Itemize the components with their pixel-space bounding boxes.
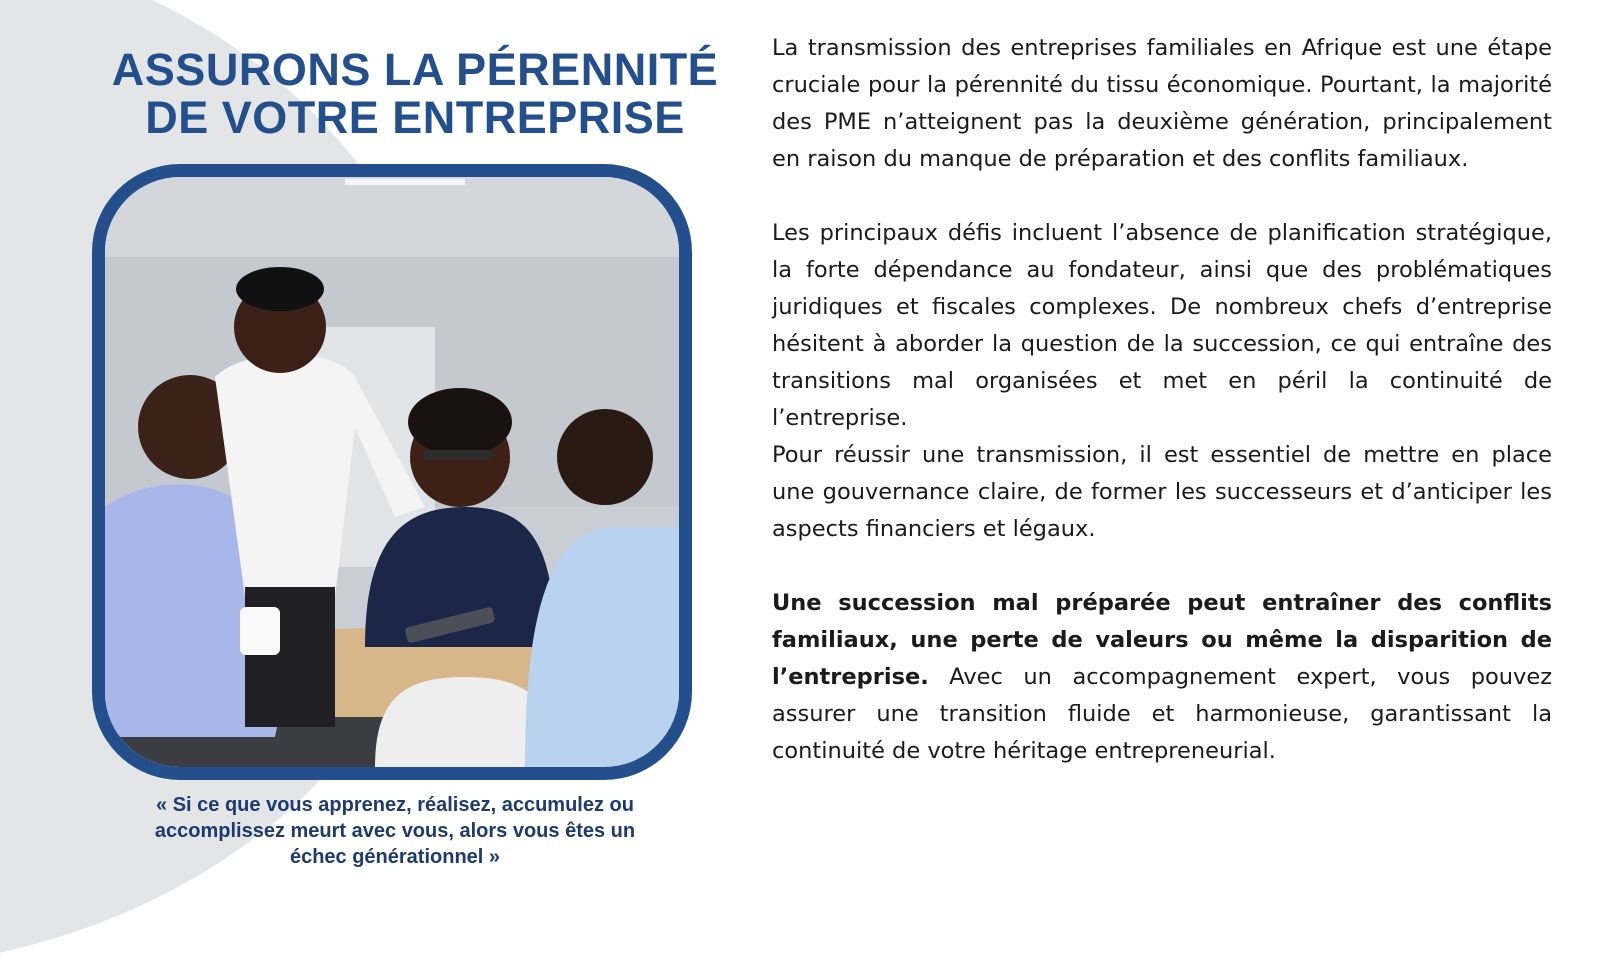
body-text	[772, 30, 1552, 770]
page-title-line-2: DE VOTRE ENTREPRISE	[145, 92, 685, 143]
photo-frame	[92, 164, 692, 780]
paragraph-3: Pour réussir une transmission, il est essentiel de mettre en place une gouvernance claire, de former les successeurs et d’anticiper les aspects financiers et légaux.	[772, 442, 1552, 542]
paragraph-spacer	[772, 548, 1552, 585]
team-meeting-illustration	[105, 177, 679, 767]
paragraph-2: Les principaux défis incluent l’absence de planification stratégique, la forte dépendance au fondateur, ainsi que des problématiques juridiques et fiscales complexes. De nombreux chefs d’entreprise hésitent à aborder la question de la succession, ce qui entraîne des transitions mal organisées et met en péril la continuité de l’entreprise.	[772, 220, 1552, 431]
quote	[110, 792, 680, 870]
page-title-line-1: ASSURONS LA PÉRENNITÉ	[111, 44, 719, 95]
paragraph-4-emphasis: Une succession mal préparée peut entraîner des conflits familiaux, une perte de valeurs ou même la disparition de l’entreprise.	[772, 590, 1552, 690]
paragraph-4-rest: Avec un accompagnement expert, vous pouvez assurer une transition fluide et harmonieuse, garantissant la continuité de votre héritage entrepreneurial.	[772, 664, 1552, 764]
quote-line-2: accomplissez meurt avec vous, alors vous êtes un	[154, 820, 636, 842]
paragraph-1: La transmission des entreprises familiales en Afrique est une étape cruciale pour la pérennité du tissu économique. Pourtant, la majorité des PME n’atteignent pas la deuxième génération, principalement en raison du manque de préparation et des conflits familiaux.	[772, 35, 1552, 172]
quote-line-3: échec générationnel »	[289, 846, 501, 868]
quote-line-1: « Si ce que vous apprenez, réalisez, accumulez ou	[156, 794, 634, 816]
page-title	[90, 46, 740, 142]
paragraph-4	[772, 585, 1552, 770]
team-meeting-photo	[105, 177, 679, 767]
paragraph-spacer	[772, 178, 1552, 215]
